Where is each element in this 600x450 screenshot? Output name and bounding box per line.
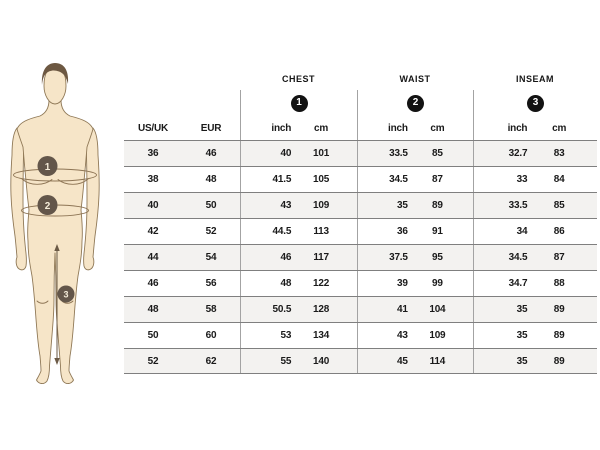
size-table [124,68,597,374]
cell-waist-cm: 104 [429,304,446,315]
cell-inseam-inch: 34 [516,226,528,237]
cell-inseam-inch: 35 [516,330,528,341]
cell-chest-cm: 134 [313,330,330,341]
cell-waist-cm: 109 [429,330,446,341]
cell-waist-inch: 37.5 [389,252,408,263]
cell-chest-cm: 101 [313,148,330,159]
cell-eur: 60 [205,330,217,341]
cell-inseam-cm: 85 [553,200,565,211]
cell-inseam-cm: 83 [553,148,565,159]
inseam-marker-number: 3 [63,289,69,300]
chest-marker [38,156,58,176]
chest-badge: 1 [291,95,308,112]
cell-us-uk: 48 [147,304,159,315]
cell-inseam-cm: 89 [553,304,565,315]
cell-chest-inch: 43 [280,200,292,211]
body-measurement-illustration [0,58,115,393]
table-row [124,296,597,322]
table-row [124,348,597,374]
cell-chest-cm: 140 [313,355,330,367]
inseam-cm-header: cm [552,122,567,134]
cell-chest-inch: 48 [280,278,292,289]
cell-us-uk: 36 [147,148,159,159]
cell-us-uk: 40 [147,200,159,211]
cell-inseam-inch: 34.5 [508,252,528,263]
cell-chest-inch: 46 [280,252,292,263]
cell-eur: 46 [205,148,217,159]
cell-waist-inch: 34.5 [389,174,408,185]
cell-inseam-cm: 86 [553,226,565,237]
cell-chest-inch: 50.5 [272,304,292,315]
cell-waist-cm: 99 [432,278,443,289]
group-label-row [124,68,597,90]
cell-eur: 58 [205,304,217,315]
body-silhouette [17,100,93,384]
cell-us-uk: 42 [147,226,159,237]
cell-waist-cm: 85 [432,148,443,159]
cell-chest-inch: 41.5 [272,174,292,185]
cell-waist-cm: 95 [432,252,443,263]
chest-group-label: CHEST [281,74,315,84]
cell-inseam-inch: 33.5 [508,200,528,211]
cell-inseam-cm: 87 [553,252,565,263]
table-row [124,218,597,244]
chest-cm-header: cm [314,122,329,134]
cell-inseam-inch: 33 [516,174,528,185]
cell-eur: 54 [205,252,217,263]
cell-us-uk: 44 [147,252,159,263]
inseam-group-label: INSEAM [515,74,554,84]
table-row [124,166,597,192]
cell-eur: 50 [205,200,217,211]
cell-waist-cm: 91 [432,226,443,237]
cell-waist-cm: 89 [432,200,443,211]
cell-chest-cm: 109 [313,200,330,211]
table-row [124,270,597,296]
eur-header: EUR [200,122,222,134]
cell-us-uk: 38 [147,174,159,185]
cell-chest-cm: 105 [313,174,330,185]
badge-row [124,90,597,116]
cell-waist-inch: 33.5 [389,148,408,159]
table-row [124,244,597,270]
waist-marker [38,195,58,215]
table-row [124,192,597,218]
cell-waist-cm: 114 [429,355,446,367]
cell-chest-cm: 117 [313,252,329,263]
cell-waist-inch: 41 [397,304,408,315]
cell-chest-cm: 128 [313,304,330,315]
cell-us-uk: 46 [147,278,159,289]
cell-inseam-cm: 88 [553,278,565,289]
chest-inch-header: inch [271,122,292,134]
cell-inseam-inch: 32.7 [508,148,528,159]
cell-chest-inch: 53 [280,330,292,341]
waist-badge: 2 [407,95,424,112]
inseam-badge: 3 [527,95,544,112]
table-row [124,140,597,166]
waist-inch-header: inch [387,122,408,134]
cell-inseam-inch: 34.7 [508,278,528,289]
cell-eur: 48 [205,174,217,185]
waist-marker-number: 2 [44,201,51,212]
waist-group-label: WAIST [399,74,431,84]
cell-us-uk: 50 [147,330,159,341]
cell-eur: 52 [205,226,217,237]
inseam-marker [58,286,75,303]
cell-inseam-inch: 35 [516,355,528,367]
cell-eur: 62 [205,355,217,367]
cell-inseam-inch: 35 [516,304,528,315]
table-row [124,322,597,348]
cell-eur: 56 [205,278,217,289]
cell-chest-cm: 122 [313,278,330,289]
cell-inseam-cm: 89 [553,330,565,341]
cell-chest-inch: 55 [280,355,292,367]
cell-chest-inch: 40 [280,148,292,159]
cell-inseam-cm: 89 [553,355,565,367]
waist-cm-header: cm [430,122,445,134]
cell-waist-inch: 43 [397,330,408,341]
cell-waist-cm: 87 [432,174,443,185]
chest-marker-number: 1 [44,162,51,173]
inseam-inch-header: inch [507,122,528,134]
cell-waist-inch: 39 [397,278,408,289]
cell-inseam-cm: 84 [553,174,565,185]
cell-us-uk: 52 [147,355,159,367]
cell-waist-inch: 45 [397,355,408,367]
cell-waist-inch: 35 [397,200,408,211]
cell-waist-inch: 36 [397,226,408,237]
column-header-row [124,116,597,140]
us-uk-header: US/UK [137,122,169,134]
cell-chest-inch: 44.5 [272,226,292,237]
cell-chest-cm: 113 [313,226,329,237]
